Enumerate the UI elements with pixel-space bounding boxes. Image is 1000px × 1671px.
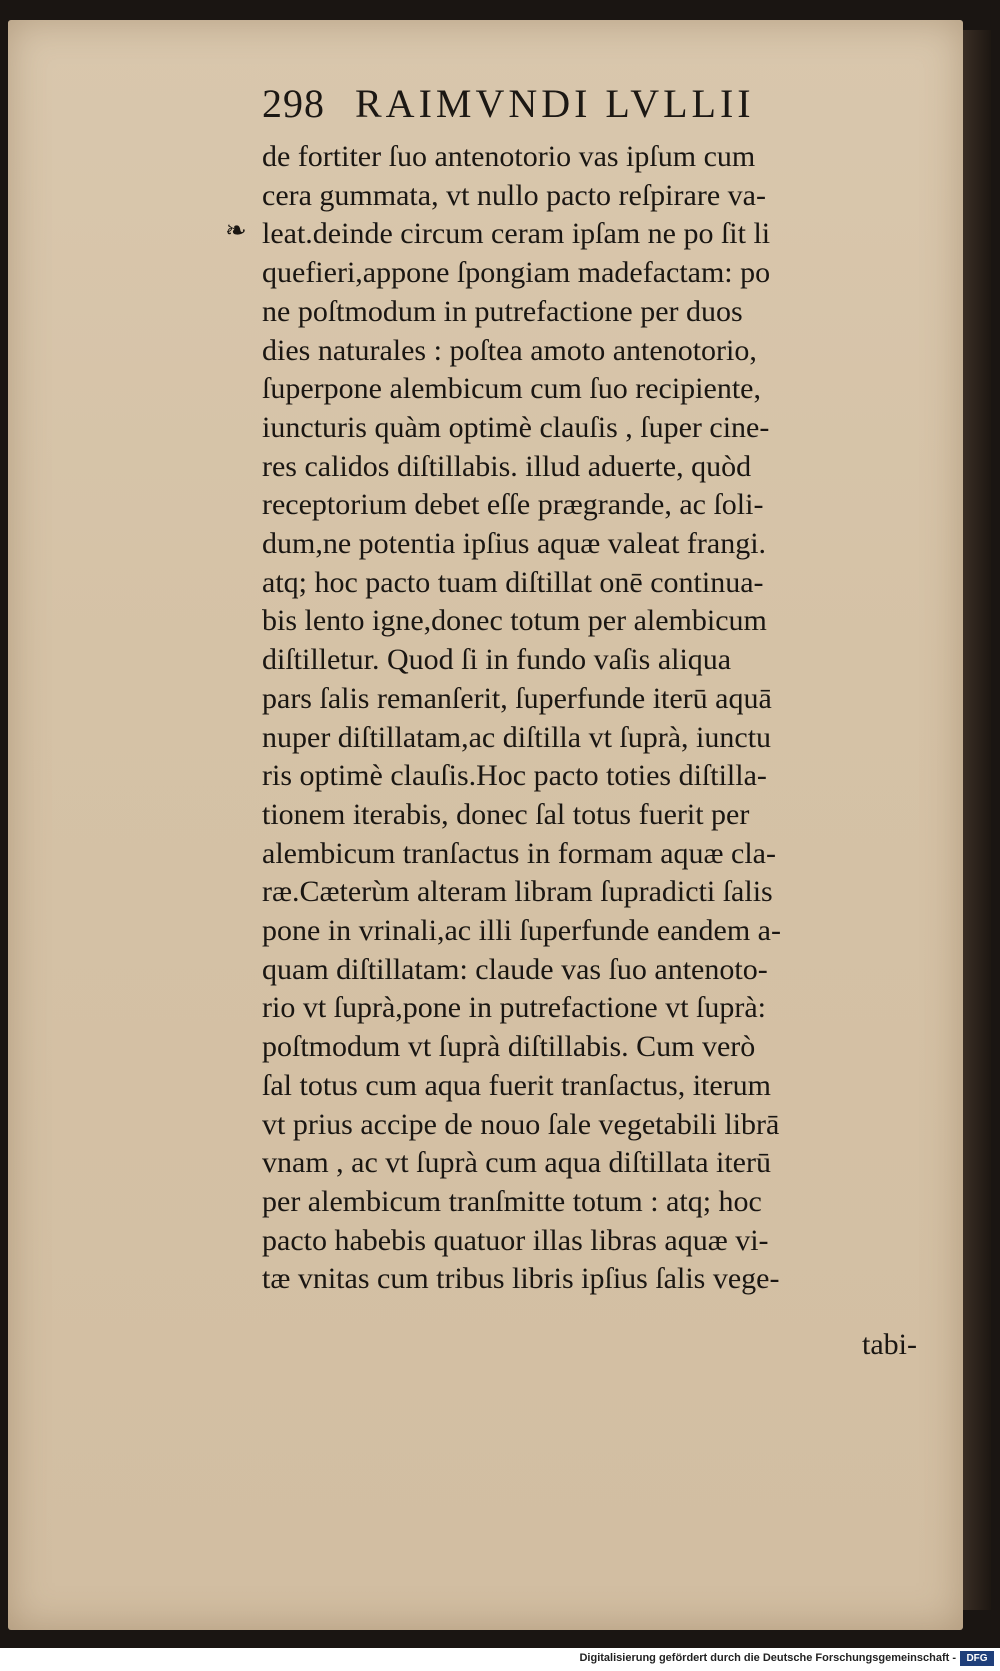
text-line: quam diſtillatam: claude vas ſuo antenoto- bbox=[262, 952, 768, 986]
text-line: nuper diſtillatam,ac diſtilla vt ſuprà, iunctu bbox=[262, 720, 772, 754]
text-line: diſtilletur. Quod ſi in fundo vaſis aliqua bbox=[262, 643, 732, 677]
text-line: leat.deinde circum ceram ipſam ne po ſit li bbox=[262, 217, 771, 251]
page-edge bbox=[963, 30, 991, 1610]
text-line: ne poſtmodum in putrefactione per duos bbox=[262, 294, 743, 328]
text-line: tionem iterabis, donec ſal totus fuerit per bbox=[262, 797, 750, 831]
text-line: per alembicum tranſmitte totum : atq; hoc bbox=[262, 1184, 762, 1218]
text-line: poſtmodum vt ſuprà diſtillabis. Cum verò bbox=[262, 1030, 756, 1064]
text-line: quefieri,appone ſpongiam madefactam: po bbox=[262, 256, 771, 290]
footer-credit: Digitalisierung gefördert durch die Deutsche Forschungsgemeinschaft - bbox=[579, 1652, 956, 1664]
text-line: pone in vrinali,ac illi ſuperfunde eandem a- bbox=[262, 914, 781, 948]
text-line: dum,ne potentia ipſius aquæ valeat frangi. bbox=[262, 527, 767, 561]
text-line: rio vt ſuprà,pone in putrefactione vt ſuprà: bbox=[262, 991, 767, 1025]
text-line: dies naturales : poſtea amoto antenotorio, bbox=[262, 333, 757, 367]
text-line: ris optimè clauſis.Hoc pacto toties diſtilla- bbox=[262, 759, 767, 793]
text-line: ſal totus cum aqua fuerit tranſactus, iterum bbox=[262, 1068, 772, 1102]
text-line: tæ vnitas cum tribus libris ipſius ſalis vege- bbox=[262, 1262, 780, 1296]
text-line: cera gummata, vt nullo pacto reſpirare va- bbox=[262, 178, 766, 212]
text-line: res calidos diſtillabis. illud aduerte, quòd bbox=[262, 449, 752, 483]
text-line: ræ.Cæterùm alteram libram ſupradicti ſalis bbox=[262, 875, 773, 909]
footer-bar bbox=[0, 1648, 1000, 1671]
text-line: atq; hoc pacto tuam diſtillat onē continua- bbox=[262, 565, 764, 599]
running-head bbox=[262, 80, 755, 127]
text-line: ſuperpone alembicum cum ſuo recipiente, bbox=[262, 372, 761, 406]
text-line: bis lento igne,donec totum per alembicum bbox=[262, 604, 767, 638]
text-line: vnam , ac vt ſuprà cum aqua diſtillata iterū bbox=[262, 1146, 771, 1180]
running-title: RAIMVNDI LVLLII bbox=[355, 81, 755, 126]
text-line: vt prius accipe de nouo ſale vegetabili librā bbox=[262, 1107, 780, 1141]
text-line: receptorium debet eſſe prægrande, ac ſoli- bbox=[262, 488, 764, 522]
body-text bbox=[262, 138, 902, 1299]
dfg-logo: DFG bbox=[960, 1651, 994, 1666]
catchword: tabi- bbox=[862, 1328, 917, 1361]
margin-mark-icon: ❧ bbox=[225, 216, 247, 246]
text-line: de fortiter ſuo antenotorio vas ipſum cum bbox=[262, 140, 756, 173]
text-line: pars ſalis remanſerit, ſuperfunde iterū aquā bbox=[262, 681, 772, 715]
page-number: 298 bbox=[262, 81, 325, 126]
text-line: pacto habebis quatuor illas libras aquæ vi- bbox=[262, 1223, 769, 1257]
text-line: alembicum tranſactus in formam aquæ cla- bbox=[262, 836, 776, 870]
text-line: iuncturis quàm optimè clauſis , ſuper cine- bbox=[262, 410, 770, 444]
